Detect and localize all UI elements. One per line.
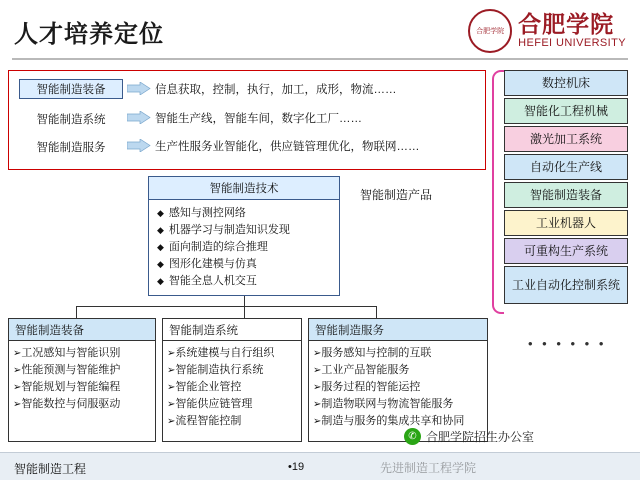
panel-item-label: 系统建模与自行组织	[175, 347, 275, 359]
arrow-bullet-icon: ➢	[313, 348, 322, 359]
product-item-6: 可重构生产系统	[504, 238, 628, 264]
tech-list-item	[157, 205, 339, 222]
tech-list-item	[157, 256, 339, 273]
tech-item-label: 机器学习与制造知识发现	[168, 224, 290, 236]
connector-down-left	[76, 306, 77, 318]
connector-horizontal	[76, 306, 376, 307]
panel-item-label: 服务过程的智能运控	[321, 381, 421, 393]
wechat-icon: ✆	[404, 428, 421, 445]
arrow-bullet-icon: ➢	[167, 365, 176, 376]
diamond-bullet-icon: ◆	[157, 276, 164, 286]
top-row-text-2: 生产性服务业智能化，供应链管理优化，物联网……	[155, 141, 420, 153]
panel-item-label: 智能制造执行系统	[175, 364, 264, 376]
product-item-2: 激光加工系统	[504, 126, 628, 152]
panel-list-item	[313, 396, 484, 413]
wechat-badge	[404, 428, 534, 445]
panel-list-item	[313, 379, 484, 396]
connector-down-center	[244, 306, 245, 318]
tech-box-list	[149, 200, 339, 290]
top-row-label-2: 智能制造服务	[19, 137, 123, 157]
panel-equipment-title: 智能制造装备	[9, 319, 155, 341]
panel-equipment	[8, 318, 156, 442]
arrow-bullet-icon: ➢	[13, 382, 22, 393]
arrow-right-icon-2	[127, 139, 151, 152]
panel-equipment-body	[9, 341, 155, 413]
diamond-bullet-icon: ◆	[157, 225, 164, 235]
intelligent-manufacturing-technology-box	[148, 176, 340, 296]
header-divider	[12, 58, 628, 60]
panel-item-label: 服务感知与控制的互联	[321, 347, 432, 359]
university-name-en: HEFEI UNIVERSITY	[518, 37, 626, 49]
ellipsis-dots: • • • • • •	[528, 336, 607, 351]
wechat-account-name: 合肥学院招生办公室	[426, 430, 535, 444]
slide-footer	[0, 452, 640, 480]
product-item-0: 数控机床	[504, 70, 628, 96]
panel-item-label: 工况感知与智能识别	[21, 347, 121, 359]
slide-header	[0, 0, 640, 62]
panel-item-label: 性能预测与智能维护	[21, 364, 121, 376]
arrow-bullet-icon: ➢	[167, 399, 176, 410]
arrow-bullet-icon: ➢	[13, 365, 22, 376]
panel-item-label: 工业产品智能服务	[321, 364, 410, 376]
university-name-cn: 合肥学院	[518, 11, 615, 37]
panel-list-item	[167, 413, 298, 430]
panel-list-item	[13, 362, 152, 379]
top-row-label-0: 智能制造装备	[19, 79, 123, 99]
panel-item-label: 流程智能控制	[175, 415, 242, 427]
arrow-bullet-icon: ➢	[313, 399, 322, 410]
tech-item-label: 感知与测控网络	[168, 207, 246, 219]
seal-text: 合肥学院	[476, 27, 505, 35]
arrow-bullet-icon: ➢	[313, 416, 322, 427]
tech-list-item	[157, 273, 339, 290]
product-item-1: 智能化工程机械	[504, 98, 628, 124]
diamond-bullet-icon: ◆	[157, 242, 164, 252]
product-item-4: 智能制造装备	[504, 182, 628, 208]
panel-system	[162, 318, 302, 442]
tech-item-label: 智能全息人机交互	[168, 275, 257, 287]
arrow-bullet-icon: ➢	[313, 382, 322, 393]
panel-service	[308, 318, 488, 442]
panel-list-item	[13, 345, 152, 362]
arrow-right-icon-0	[127, 82, 151, 95]
arrow-bullet-icon: ➢	[167, 416, 176, 427]
panel-list-item	[13, 379, 152, 396]
tech-list-item	[157, 222, 339, 239]
product-label: 智能制造产品	[360, 188, 433, 202]
panel-item-label: 制造与服务的集成共享和协同	[321, 415, 465, 427]
panel-system-body	[163, 341, 301, 430]
university-seal-icon	[468, 9, 512, 53]
panel-list-item	[167, 379, 298, 396]
arrow-right-icon-1	[127, 111, 151, 124]
diamond-bullet-icon: ◆	[157, 259, 164, 269]
panel-item-label: 智能供应链管理	[175, 398, 253, 410]
arrow-bullet-icon: ➢	[167, 382, 176, 393]
tech-box-title: 智能制造技术	[149, 177, 339, 200]
product-item-3: 自动化生产线	[504, 154, 628, 180]
panel-service-title: 智能制造服务	[309, 319, 487, 341]
panel-service-body	[309, 341, 487, 430]
panel-list-item	[13, 396, 152, 413]
diamond-bullet-icon: ◆	[157, 208, 164, 218]
product-item-7: 工业自动化控制系统	[504, 266, 628, 304]
tech-item-label: 图形化建模与仿真	[168, 258, 257, 270]
panel-item-label: 制造物联网与物流智能服务	[321, 398, 454, 410]
top-definition-frame	[8, 70, 486, 170]
panel-list-item	[167, 362, 298, 379]
panel-item-label: 智能企业管控	[175, 381, 242, 393]
footer-watermark: 先进制造工程学院	[380, 461, 477, 475]
product-item-5: 工业机器人	[504, 210, 628, 236]
arrow-bullet-icon: ➢	[313, 365, 322, 376]
arrow-bullet-icon: ➢	[13, 399, 22, 410]
top-row-text-0: 信息获取，控制，执行，加工，成形，物流……	[155, 84, 397, 96]
tech-item-label: 面向制造的综合推理	[168, 241, 268, 253]
right-group-brace	[492, 70, 504, 314]
connector-vertical-main	[244, 296, 245, 306]
panel-item-label: 智能规划与智能编程	[21, 381, 121, 393]
top-row-text-1: 智能生产线，智能车间，数字化工厂……	[155, 113, 362, 125]
footer-course-name: 智能制造工程	[14, 462, 87, 476]
product-list	[504, 70, 628, 306]
connector-down-right	[376, 306, 377, 318]
panel-list-item	[313, 345, 484, 362]
arrow-bullet-icon: ➢	[167, 348, 176, 359]
page-number: •19	[288, 461, 305, 473]
panel-item-label: 智能数控与伺服驱动	[21, 398, 121, 410]
top-row-label-1: 智能制造系统	[19, 109, 123, 129]
page-title: 人才培养定位	[14, 21, 164, 48]
university-logo	[468, 6, 626, 56]
panel-list-item	[167, 345, 298, 362]
tech-list-item	[157, 239, 339, 256]
panel-list-item	[167, 396, 298, 413]
panel-list-item	[313, 362, 484, 379]
panel-system-title: 智能制造系统	[163, 319, 301, 341]
arrow-bullet-icon: ➢	[13, 348, 22, 359]
